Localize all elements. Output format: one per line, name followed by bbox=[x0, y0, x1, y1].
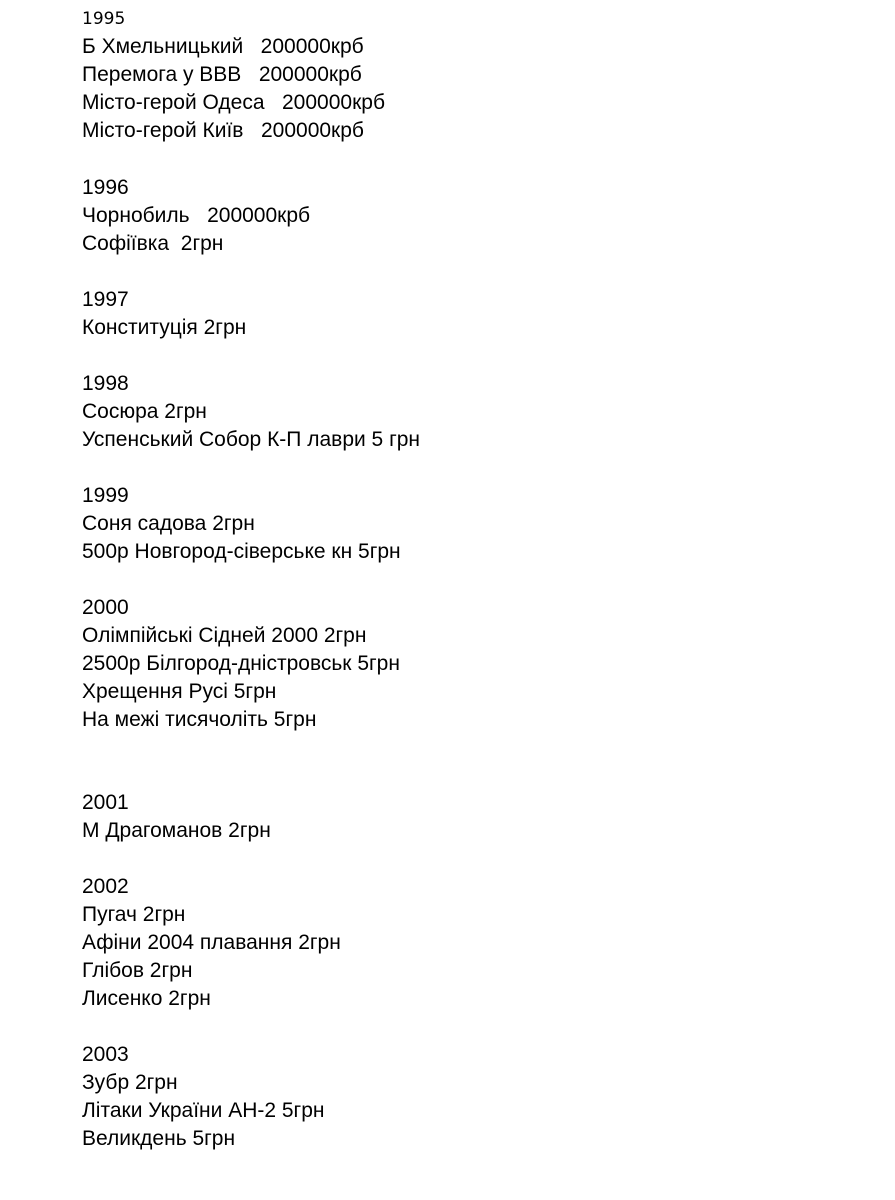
year-heading: 2003 bbox=[82, 1043, 129, 1066]
list-item: Чорнобиль 200000крб bbox=[82, 204, 311, 227]
list-item: Успенський Собор К-П лаври 5 грн bbox=[82, 428, 421, 451]
section-1999 bbox=[82, 482, 401, 566]
list-item: Афіни 2004 плавання 2грн bbox=[82, 931, 341, 954]
coin-list-document bbox=[82, 0, 895, 1200]
section-2001 bbox=[82, 789, 271, 845]
list-item: Конституція 2грн bbox=[82, 316, 247, 339]
list-item: Олімпійські Сідней 2000 2грн bbox=[82, 624, 367, 647]
section-1996 bbox=[82, 174, 310, 258]
list-item: Б Хмельницький 200000крб bbox=[82, 35, 364, 58]
year-heading: 1995 bbox=[82, 9, 126, 29]
list-item: Великдень 5грн bbox=[82, 1127, 236, 1150]
section-2002 bbox=[82, 873, 341, 1013]
section-1997 bbox=[82, 286, 246, 342]
year-heading: 1999 bbox=[82, 484, 129, 507]
year-heading: 2002 bbox=[82, 875, 129, 898]
list-item: Пугач 2грн bbox=[82, 903, 186, 926]
year-heading: 2001 bbox=[82, 791, 129, 814]
list-item: Глібов 2грн bbox=[82, 959, 193, 982]
list-item: Місто-герой Одеса 200000крб bbox=[82, 91, 385, 114]
list-item: 500р Новгород-сіверське кн 5грн bbox=[82, 540, 401, 563]
year-heading: 1996 bbox=[82, 176, 129, 199]
list-item: М Драгоманов 2грн bbox=[82, 819, 271, 842]
year-heading: 2000 bbox=[82, 596, 129, 619]
section-2003 bbox=[82, 1041, 325, 1153]
section-1998 bbox=[82, 370, 420, 454]
list-item: Літаки України АН-2 5грн bbox=[82, 1099, 325, 1122]
list-item: Хрещення Русі 5грн bbox=[82, 680, 277, 703]
year-heading: 1997 bbox=[82, 288, 129, 311]
list-item: На межі тисячоліть 5грн bbox=[82, 708, 317, 731]
section-1995 bbox=[82, 5, 385, 145]
list-item: Сосюра 2грн bbox=[82, 400, 207, 423]
list-item: Перемога у ВВВ 200000крб bbox=[82, 63, 362, 86]
list-item: Софіївка 2грн bbox=[82, 232, 224, 255]
section-2000 bbox=[82, 594, 400, 734]
list-item: Лисенко 2грн bbox=[82, 987, 211, 1010]
list-item: Соня садова 2грн bbox=[82, 512, 255, 535]
year-heading: 1998 bbox=[82, 372, 129, 395]
list-item: 2500р Білгород-дністровськ 5грн bbox=[82, 652, 400, 675]
list-item: Зубр 2грн bbox=[82, 1071, 178, 1094]
list-item: Місто-герой Київ 200000крб bbox=[82, 119, 364, 142]
